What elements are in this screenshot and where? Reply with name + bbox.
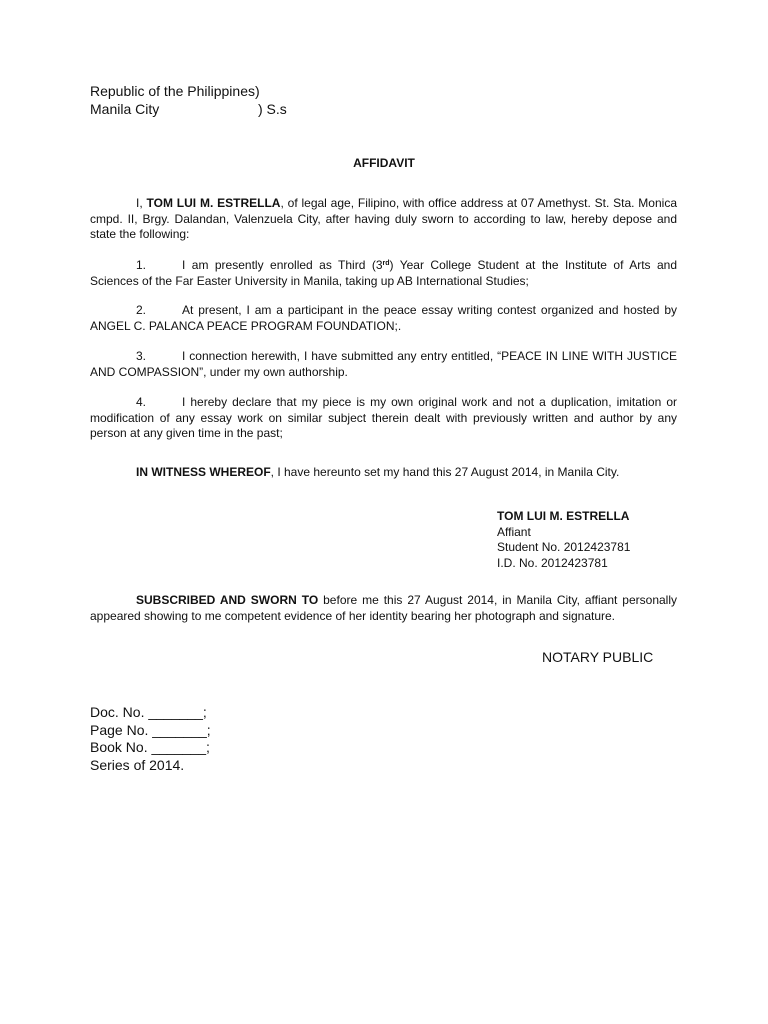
witness-bold: IN WITNESS WHEREOF	[136, 465, 271, 479]
item-3	[90, 349, 677, 380]
item-3-number: 3.	[136, 349, 147, 363]
item-4-text: I hereby declare that my piece is my own original work and not a duplication, imitation or modification of any essay work on similar subject therein dealt with previously written and author by any person at any given time in the past;	[90, 395, 677, 440]
item-1-text-post: ) Year College Student at the Institute of Arts and Sciences of the Far Easter University in Manila, taking up AB International Studies;	[90, 258, 677, 288]
subscribed-text: before me this 27 August 2014, in Manila City, affiant personally appeared showing to me competent evidence of her identity bearing her photograph and signature.	[90, 593, 678, 623]
document-title: AFFIDAVIT	[353, 156, 415, 170]
subscribed-paragraph	[90, 593, 677, 624]
intro-body: , of legal age, Filipino, with office address at 07 Amethyst. St. Sta. Monica cmpd. II, Brgy. Dalandan, Valenzuela City, after having duly sworn to according to law, hereby depose and state the following:	[90, 196, 677, 241]
caption-ss: ) S.s	[258, 101, 287, 117]
series: Series of 2014.	[90, 756, 185, 773]
intro-pre: I,	[136, 196, 147, 210]
caption-republic: Republic of the Philippines)	[90, 83, 260, 99]
subscribed-bold: SUBSCRIBED AND SWORN TO	[136, 593, 319, 607]
caption-manila-city: Manila City	[90, 101, 160, 117]
item-1	[90, 258, 677, 289]
witness-text: , I have hereunto set my hand this 27 August 2014, in Manila City.	[270, 465, 620, 479]
doc-block	[90, 704, 211, 774]
signature-student-no: Student No. 2012423781	[497, 540, 631, 554]
item-4-number: 4.	[136, 395, 147, 409]
caption-line-manila	[90, 100, 287, 119]
signature-id-no: I.D. No. 2012423781	[497, 555, 608, 570]
signature-role: Affiant	[497, 524, 531, 539]
item-1-number: 1.	[136, 258, 147, 272]
notary-public-label: NOTARY PUBLIC	[542, 649, 654, 665]
item-4	[90, 395, 677, 442]
item-3-text: I connection herewith, I have submitted any entry entitled, “PEACE IN LINE WITH JUSTICE AND COMPASSION”, under my own authorship.	[90, 349, 677, 379]
intro-paragraph	[90, 196, 677, 243]
affiant-name: TOM LUI M. ESTRELLA	[146, 196, 281, 210]
item-1-text-pre: I am presently enrolled as Third (3	[182, 258, 383, 272]
item-2-number: 2.	[136, 303, 147, 317]
page-no: Page No. _______;	[90, 721, 211, 738]
signature-block	[497, 509, 630, 571]
item-2	[90, 303, 677, 334]
witness-paragraph	[90, 465, 677, 481]
item-2-text: At present, I am a participant in the peace essay writing contest organized and hosted by ANGEL C. PALANCA PEACE PROGRAM FOUNDATION;.	[90, 303, 677, 333]
doc-no: Doc. No. _______;	[90, 704, 207, 720]
caption-line-republic	[90, 82, 260, 101]
book-no: Book No. _______;	[90, 739, 210, 755]
item-1-superscript: rd	[382, 260, 390, 267]
signature-name: TOM LUI M. ESTRELLA	[497, 509, 630, 523]
